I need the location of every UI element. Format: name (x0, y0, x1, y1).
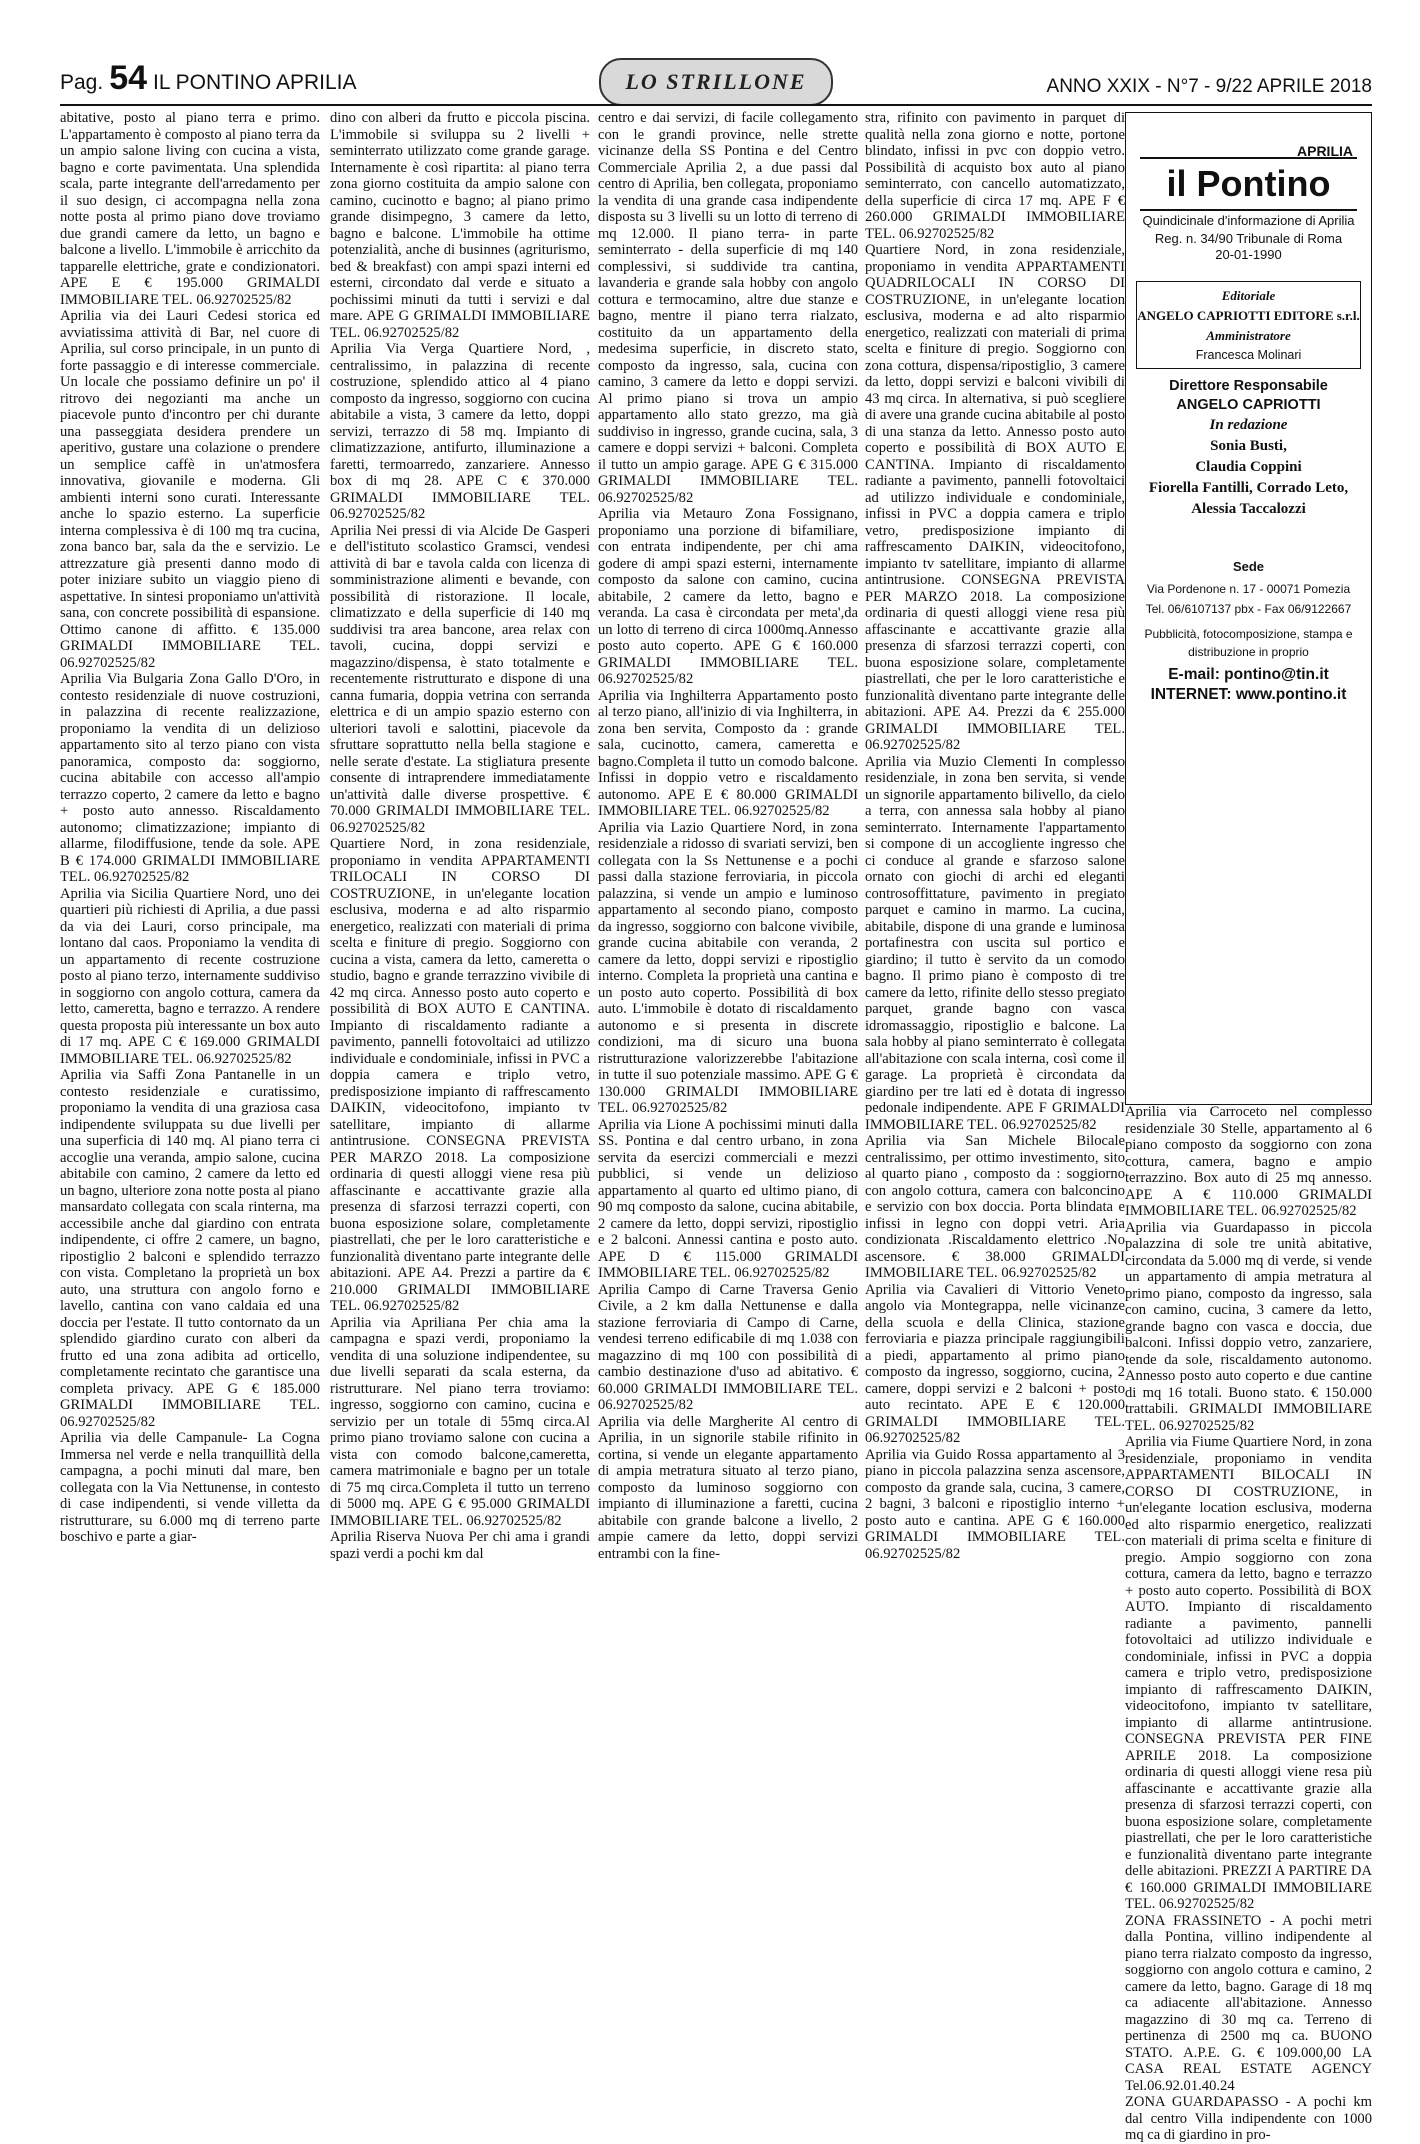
phone-fax: Tel. 06/6107137 pbx - Fax 06/9122667 (1145, 602, 1352, 616)
address: Via Pordenone n. 17 - 00071 Pomezia (1146, 582, 1351, 596)
online-contacts (1130, 665, 1367, 705)
masthead-registration-date: 20-01-1990 (1215, 247, 1282, 262)
page-folio (60, 59, 356, 98)
classified-ad: dino con alberi da frutto e piccola piscina. L'immobile si sviluppa su 2 livelli + seminterrato utilizzato come grande garage. Internamente è così ripartita: al piano terra zona giorno costituita da ampio salone con camino, cucinotto e bagno; al piano primo grande disimpegno, 3 camere da letto, bagno e balcone. L'immobile ha ottime potenzialità, anche di businnes (agriturismo, bed & breakfast) con ampi spazi interni ed esterni, circondato dal verde e situato a pochissimi minuti da tutti i servizi e dal mare. APE G GRIMALDI IMMOBILIARE TEL. 06.92702525/82 (330, 110, 590, 341)
director-label: Direttore Responsabile (1169, 378, 1328, 394)
il-pontino-logo: il Pontino (1140, 157, 1357, 211)
administrator-label: Amministratore (1206, 328, 1291, 343)
classified-ad: Aprilia via delle Margherite Al centro di Aprilia, in un signorile stabile rifinito in cortina, si vende un elegante appartamento di ampia metratura situato al terzo piano, composto da luminoso soggiorno con impianto di illuminazione a faretti, cucina abitabile con grande balcone a livello, 2 ampie camere da letto, doppi servizi entrambi con la fine- (598, 1413, 858, 1562)
classified-ad: Quartiere Nord, in zona residenziale, proponiamo in vendita APPARTAMENTI TRILOCALI IN CORSO DI COSTRUZIONE, in un'elegante location esclusiva, moderna e ad alto risparmio energetico, realizzati con materiali di prima scelta e finiture di pregio. Soggiorno con cucina a vista, camera da letto, cameretta o studio, bagno e grande terrazzino vivibile di 42 mq circa. Annesso posto auto coperto e possibilità di BOX AUTO E CANTINA. Impianto di riscaldamento radiante a pavimento, pannelli fotovoltaici ad utilizzo individuale e condominiale, infissi in PVC a doppia camera e triplo vetro, predisposizione impianto di raffrescamento DAIKIN, videocitofono, impianto tv satellitare, impianto di allarme antintrusione. CONSEGNA PREVISTA PER MARZO 2018. La composizione ordinaria di questi alloggi viene resa più affascinante e accattivante grazie alla presenza di sfarzosi terrazzi coperti, con buona esposizione solare, completamente piastrellati, che per le loro caratteristiche e funzionalità diventano parte integrante delle abitazioni. APE A4. Prezzi a partire da € 210.000 GRIMALDI IMMOBILIARE TEL. 06.92702525/82 (330, 836, 590, 1314)
classified-ad: Aprilia via Apriliana Per chia ama la campagna e spazi verdi, proponiamo la vendita di una soluzione indipendentee, su due livelli separati da scala esterna, da ristrutturare. Nel piano terra troviamo: ingresso, soggiorno con camino, cucina e servizio per un totale di 55mq circa.Al primo piano troviamo salone con cucina a vista con comodo balcone,cameretta, camera matrimoniale e bagno per un totale di 75 mq circa.Completa il tutto un terreno di 5000 mq. APE G € 95.000 GRIMALDI IMMOBILIARE TEL. 06.92702525/82 (330, 1314, 590, 1529)
classified-ad: Aprilia Campo di Carne Traversa Genio Civile, a 2 km dalla Nettunense e dalla stazione ferroviaria di Campo di Carne, vendesi terreno edificabile di mq 1.038 con magazzino di mq 100 con possibilità di cambio destinazione d'uso ad abitativo. € 60.000 GRIMALDI IMMOBILIARE TEL. 06.92702525/82 (598, 1281, 858, 1413)
contact-block (1132, 579, 1365, 619)
classified-ad: Aprilia via Metauro Zona Fossignano, proponiamo una porzione di bifamiliare, con entrata indipendente, per chi ama godere di ampi spazi esterni, internamente composto da salone con camino, cucina abitabile, 2 camere da letto, bagno e veranda. La casa è circondata per meta',da un lotto di terreno di circa 1000mq.Annesso posto auto coperto. APE G € 160.000 GRIMALDI IMMOBILIARE TEL. 06.92702525/82 (598, 506, 858, 687)
services-note: Pubblicità, fotocomposizione, stampa e distribuzione in proprio (1144, 627, 1353, 659)
classified-ad: Aprilia via Carroceto nel complesso residenziale 30 Stelle, appartamento al 6 piano composto da soggiorno con zona cottura, camera, bagno e ampio terrazzino. Box auto di 25 mq annesso. APE A € 110.000 GRIMALDI IMMOBILIARE TEL. 06.92702525/82 (1125, 1104, 1372, 1219)
classified-ad: abitative, posto al piano terra e primo. L'appartamento è composto al piano terra da un ampio salone living con cucina a vista, bagno e corte pavimentata. Una splendida scala, parte integrante dell'arredamento per il suo design, ci accompagna nella zona notte posta al primo piano dove troviamo due grandi camere da letto, un bagno e balcone a livello. L'immobile è arricchito da tapparelle elettriche, grate e condizionatori. APE E € 195.000 GRIMALDI IMMOBILIARE TEL. 06.92702525/82 (60, 110, 320, 308)
article-column-4 (865, 110, 1125, 1970)
page-header (60, 59, 1372, 102)
page-number: 54 (109, 59, 148, 97)
staff-member: Claudia Coppini (1195, 459, 1302, 475)
classified-ad: Aprilia via delle Campanule- La Cogna Immersa nel verde e nella tranquillità della campagna, a pochi minuti dal mare, ben collegata con la Via Nettunense, in contesto di case indipendenti, si vende villetta da ristrutturare, su 6.000 mq di terreno parte boschivo e parte a giar- (60, 1430, 320, 1545)
publication-name: IL PONTINO APRILIA (153, 71, 357, 94)
article-column-1 (60, 110, 320, 1970)
classified-ad: Aprilia via Muzio Clementi In complesso residenziale, in zona ben servita, si vende un signorile appartamento bilivello, da cielo a terra, con annessa sala hobby al piano seminterrato. Internamente l'appartamento si compone di un accogliente ingresso che ci conduce al grande e sfarzoso salone ornato con giochi di archi ed eleganti controsoffittature, pavimento in pregiato parquet e camino in marmo. La cucina, abitabile, dispone di una grande e luminosa portafinestra con uscita sul portico e giardino; il tutto è servito da un comodo bagno. Il primo piano è composto di tre camere da letto, rifinite dello stesso pregiato parquet, grande bagno con vasca idromassaggio, ripostiglio e balcone. La sala hobby al piano seminterrato è collegata all'abitazione con scala interna, così come il garage. La proprietà è circondata da giardino per tre lati ed è dotata di ingresso pedonale indipendente. APE F GRIMALDI IMMOBILIARE TEL. 06.92702525/82 (865, 753, 1125, 1133)
classified-ad: Aprilia via dei Lauri Cedesi storica ed avviatissima attività di Bar, nel cuore di Aprilia, sul corso principale, in un punto di forte passaggio e di interesse commerciale. Un locale che possiamo definire un po' il ritrovo dei negozianti ma anche un piacevole punto d'incontro per chi durante una passeggiata desidera prendere un aperitivo, gustare una colazione o prendere un semplice caffè in un'atmosfera innovativa, giovanile e moderna. Gli ambienti interni sono curati. Interessante anche lo spazio esterno. La superficie interna complessiva è di 100 mq tra cucina, zona banco bar, sala da the e servizio. Le attrezzature già presenti danno modo di poter iniziare subito un viaggio pieno di aspettative. In sintesi proponiamo un'attività sana, con concrete possibilità di espansione. Ottimo canone di affitto. € 135.000 GRIMALDI IMMOBILIARE TEL. 06.92702525/82 (60, 308, 320, 671)
classified-ad: Aprilia Riserva Nuova Per chi ama i grandi spazi verdi a pochi km dal (330, 1529, 590, 1562)
masthead-subtitle: Quindicinale d'informazione di Aprilia (1142, 213, 1355, 228)
sede-label: Sede (1232, 559, 1265, 574)
classified-ad: Aprilia via Inghilterra Appartamento posto al terzo piano, all'inizio di via Inghilterra, in zona ben servita, Composto da : grande sala, cucinotto, camera, cameretta e bagno.Completa il tutto un comodo balcone. Infissi in doppio vetro e riscaldamento autonomo. APE E € 80.000 GRIMALDI IMMOBILIARE TEL. 06.92702525/82 (598, 687, 858, 819)
redazione-label: In redazione (1209, 417, 1288, 433)
staff-member: Alessia Taccalozzi (1191, 501, 1306, 517)
article-column-5 (1125, 1104, 1372, 2143)
masthead-registration: Reg. n. 34/90 Tribunale di Roma (1154, 231, 1343, 246)
classified-ad: Aprilia via Guido Rossa appartamento al 3 piano in piccola palazzina senza ascensore, composto da grande sala, cucina, 3 camere, 2 bagni, 3 balconi e ripostiglio interno + posto auto e cantina. APE G € 160.000 GRIMALDI IMMOBILIARE TEL. 06.92702525/82 (865, 1446, 1125, 1562)
article-column-3 (598, 110, 858, 1970)
staff-member: Sonia Busti, (1210, 438, 1287, 454)
classified-ad: Aprilia Via Verga Quartiere Nord, , centralissimo, in palazzina di recente costruzione, splendido attico al 4 piano composto da ingresso, soggiorno con cucina abitabile a vista, 3 camere da letto, doppi servizi, terrazzo di 58 mq. Impianto di climatizzazione, antifurto, illuminazione a faretti, termoarredo, zanzariere. Annesso box di mq 28. APE C € 370.000 GRIMALDI IMMOBILIARE TEL. 06.92702525/82 (330, 341, 590, 522)
classified-ad: Aprilia Via Bulgaria Zona Gallo D'Oro, in contesto residenziale di nuove costruzioni, in palazzina di recente realizzazione, proponiamo la vendita di un delizioso appartamento sito al terzo piano con vista panoramica, composto da: soggiorno, cucina abitabile con accesso all'ampio terrazzo coperto, 2 camere da letto e bagno + posto auto annesso. Riscaldamento autonomo; climatizzazione; impianto di allarme, filodiffusione, tende da sole. APE B € 174.000 GRIMALDI IMMOBILIARE TEL. 06.92702525/82 (60, 671, 320, 885)
classified-ad: Aprilia via Saffi Zona Pantanelle in un contesto residenziale e curatissimo, proponiamo la vendita di una graziosa casa indipendente sviluppata su due livelli per una superficia di 140 mq. Al piano terra ci accoglie una veranda, ampio salone, cucina abitabile con camino, 2 camere da letto ed un bagno, ulteriore zona notte posta al piano mansardato collegata con scala rinterna, ma accessibile anche dal giardino con entrata indipendente, ci offre 2 camere, un bagno, ripostiglio 2 balconi e splendido terrazzo con vista. Completano la proprietà un box auto, una struttura con angolo forno e lavello, cantina con vano caldaia ed una doccia per l'estate. Il tutto contornato da un splendido giardino curato con alberi da frutto ed una zona adibita ad orticello, completamente recintato che garantisce una completa privacy. APE G € 185.000 GRIMALDI IMMOBILIARE TEL. 06.92702525/82 (60, 1067, 320, 1430)
website: INTERNET: www.pontino.it (1150, 686, 1347, 703)
masthead-box (1125, 112, 1372, 1105)
article-column-2 (330, 110, 590, 1970)
classified-ad: Quartiere Nord, in zona residenziale, proponiamo in vendita APPARTAMENTI QUADRILOCALI IN CORSO DI COSTRUZIONE, in un'elegante location esclusiva, moderna e ad alto risparmio energetico, realizzati con materiali di prima scelta e finiture di pregio. Soggiorno con zona cottura, dispensa/ripostiglio, 3 camere da letto, doppi servizi e balconi vivibili di 43 mq circa. In alternativa, si può scegliere di avere una grande cucina abitabile al posto di una stanza da letto. Annesso posto auto coperto e possibilità di BOX AUTO E CANTINA. Impianto di riscaldamento radiante a pavimento, pannelli fotovoltaici ad utilizzo individuale e condominiale, infissi in PVC a doppia camera e triplo vetro, predisposizione impianto di raffrescamento DAIKIN, videocitofono, impianto tv satellitare, impianto di allarme antintrusione. CONSEGNA PREVISTA PER MARZO 2018. La composizione ordinaria di questi alloggi viene resa più affascinante e accattivante grazie alla presenza di sfarzosi terrazzi coperti, con buona esposizione solare, completamente piastrellati, che per le loro caratteristiche e funzionalità diventano parte integrante delle abitazioni. APE A4. Prezzi da € 255.000 GRIMALDI IMMOBILIARE TEL. 06.92702525/82 (865, 242, 1125, 753)
page-prefix: Pag. (60, 71, 104, 94)
publisher-box (1136, 281, 1361, 369)
editoriale-label: Editoriale (1221, 288, 1276, 303)
administrator-name: Francesca Molinari (1195, 348, 1302, 362)
publisher-name: ANGELO CAPRIOTTI EDITORE s.r.l. (1137, 308, 1360, 323)
classified-ad: Aprilia via San Michele Bilocale centralissimo, per ottimo investimento, sito al quarto piano , composto da : soggiorno con angolo cottura, camera con balconcino e servizio con box doccia. Porta blindata e infissi in legno con doppi vetri. Aria condizionata .Riscaldamento elettrico .No ascensore. € 38.000 GRIMALDI IMMOBILIARE TEL. 06.92702525/82 (865, 1133, 1125, 1281)
header-rule (60, 104, 1372, 106)
lo-strillone-logo: LO STRILLONE (599, 58, 833, 106)
issue-info: ANNO XXIX - N°7 - 9/22 APRILE 2018 (1046, 76, 1372, 97)
editorial-staff (1132, 415, 1365, 520)
director-block (1132, 377, 1365, 415)
classified-ad: Aprilia via Fiume Quartiere Nord, in zona residenziale, proponiamo in vendita APPARTAMENTI BILOCALI IN CORSO DI COSTRUZIONE, in un'elegante location esclusiva, moderna ed alto risparmio energetico, realizzati con materiali di prima scelta e finiture di pregio. Ampio soggiorno con zona cottura, camera da letto, bagno e terrazzo + posto auto coperto. Possibilità di BOX AUTO. Impianto di riscaldamento radiante a pavimento, pannelli fotovoltaici ad utilizzo individuale e condominiale, infissi in PVC a doppia camera e triplo vetro, predisposizione impianto di raffrescamento DAIKIN, videocitofono, impianto tv satellitare, impianto di allarme antintrusione. CONSEGNA PREVISTA PER FINE APRILE 2018. La composizione ordinaria di questi alloggi viene resa più affascinante e accattivante grazie alla presenza di sfarzosi terrazzi coperti, con buona esposizione solare, completamente piastrellati, che per le loro caratteristiche e funzionalità diventano parte integrante delle abitazioni. PREZZI A PARTIRE DA € 160.000 GRIMALDI IMMOBILIARE TEL. 06.92702525/82 (1125, 1434, 1372, 1912)
staff-member: Fiorella Fantilli, Corrado Leto, (1148, 480, 1349, 496)
classified-ad: Aprilia via Lione A pochissimi minuti dalla SS. Pontina e dal centro urbano, in zona servita da esercizi commerciali e mezzi pubblici, si vende un delizioso appartamento al quarto ed ultimo piano, di 90 mq composto da salone, cucina abitabile, 2 camere da letto, doppi servizi, ripostiglio e 2 balconi. Annessi cantina e posto auto. APE D € 115.000 GRIMALDI IMMOBILIARE TEL. 06.92702525/82 (598, 1116, 858, 1281)
email-address: E-mail: pontino@tin.it (1168, 666, 1329, 683)
classified-ad: Aprilia via Guardapasso in piccola palazzina di sole tre unità abitative, circondata da 5.000 mq di verde, si vende un appartamento di ampia metratura al primo piano, composto da ingresso, sala con camino, cucina, 3 camere da letto, grande bagno con vasca e doccia, due balconi. Infissi doppio vetro, zanzariere, tende da sole, riscaldamento autonomo. Annesso posto auto coperto e due cantine di mq 16 totali. Buono stato. € 150.000 trattabili. GRIMALDI IMMOBILIARE TEL. 06.92702525/82 (1125, 1219, 1372, 1434)
classified-ad: Aprilia via Lazio Quartiere Nord, in zona residenziale a ridosso di svariati servizi, ben collegata con la Ss Nettunense e a pochi passi dalla stazione ferroviaria, in piccola palazzina, si vende un ampio e luminoso appartamento al secondo piano, composto da ingresso, soggiorno con balcone vivibile, grande cucina abitabile con veranda, 2 camere da letto, doppi servizi e ripostiglio interno. Completa la proprietà una cantina e un posto auto coperto. Possibilità di box auto. L'immobile è dotato di riscaldamento autonomo e si presenta in discrete condizioni, ma di sicuro una buona ristrutturazione valorizzerebbe l'abitazione in tutte il suo potenziale massimo. APE G € 130.000 GRIMALDI IMMOBILIARE TEL. 06.92702525/82 (598, 819, 858, 1116)
classified-ad: ZONA GUARDAPASSO - A pochi km dal centro Villa indipendente con 1000 mq ca di giardino in pro- (1125, 2094, 1372, 2143)
director-name: ANGELO CAPRIOTTI (1176, 397, 1321, 413)
classified-ad: Aprilia via Cavalieri di Vittorio Veneto angolo via Montegrappa, nelle vicinanze della scuola e della Clinica, stazione ferroviaria e piazza principale raggiungibili a piedi, appartamento al primo piano composto da ingresso, soggiorno, cucina, 2 camere, doppi servizi e 2 balconi + posto auto recintato. APE E € 120.000 GRIMALDI IMMOBILIARE TEL. 06.92702525/82 (865, 1281, 1125, 1446)
classified-ad: ZONA FRASSINETO - A pochi metri dalla Pontina, villino indipendente al piano terra rialzato composto da ingresso, soggiorno con angolo cottura e camino, 2 camere da letto, bagno. Garage di 18 mq ca adiacente all'abitazione. Annesso magazzino di 30 mq ca. Terreno di pertinenza di 2500 mq ca. BUONO STATO. A.P.E. G. € 109.000,00 LA CASA REAL ESTATE AGENCY Tel.06.92.01.40.24 (1125, 1912, 1372, 2094)
masthead-city: APRILIA (1297, 143, 1353, 159)
classified-ad: Aprilia via Sicilia Quartiere Nord, uno dei quartieri più richiesti di Aprilia, a due passi da via dei Lauri, corso principale, ma lontano dal caos. Proponiamo la vendita di un appartamento di recente costruzione posto al piano terzo, internamente suddiviso in soggiorno con angolo cottura, camera da letto, cameretta, bagno e terrazzo. A rendere questa proposta più interessante un box auto di 17 mq. APE C € 169.000 GRIMALDI IMMOBILIARE TEL. 06.92702525/82 (60, 885, 320, 1067)
classified-ad: Aprilia Nei pressi di via Alcide De Gasperi e dell'istituto scolastico Gramsci, vendesi attività di bar e tavola calda con licenza di somministrazione alimenti e bevande, con possibilità di ristorazione. Il locale, climatizzato e della superficie di 140 mq suddivisi tra area bancone, area relax con tavoli, cucina, doppi servizi e magazzino/dispensa, è stato totalmente e recentemente ristrutturato e dispone di una canna fumaria, doppia vetrina con serranda elettrica e di un ampio spazio esterno con ulteriori tavoli e salottini, piacevole da sfruttare soprattutto nella bella stagione e nelle serate d'estate. La stigliatura presente consente di intraprendere immediatamente un'attività dalle diverse prospettive. € 70.000 GRIMALDI IMMOBILIARE TEL. 06.92702525/82 (330, 522, 590, 836)
classified-ad: stra, rifinito con pavimento in parquet di qualità nella zona giorno e notte, portone blindato, infissi in pvc con doppio vetro. Possibilità di acquisto box auto al piano seminterrato, con cancello automatizzato, della superficie di circa 17 mq. APE F € 260.000 GRIMALDI IMMOBILIARE TEL. 06.92702525/82 (865, 110, 1125, 242)
classified-ad: centro e dai servizi, di facile collegamento con le grandi province, nelle strette vicinanze della SS Pontina e del Centro Commerciale Aprilia 2, a due passi dal centro di Aprilia, ben collegata, proponiamo la vendita di una grande casa indipendente disposta su 3 livelli su un lotto di terreno di mq 12.000. Il piano terra- in parte seminterrato - della superficie di mq 140 complessivi, si suddivide tra cantina, lavanderia e grande sala hobby con angolo cottura e termocamino, altre due stanze e bagno, mentre il piano terra rialzato, costituito da un appartamento della medesima superficie, in discreto stato, composto da ingresso, sala, cucina con camino, 3 camere da letto e doppi servizi. Al primo piano si trova un ampio appartamento allo stato grezzo, ma già suddiviso in ingresso, grande cucina, sala, 3 camere e doppi servizi + balconi. Completa il tutto un ampio garage. APE G € 315.000 GRIMALDI IMMOBILIARE TEL. 06.92702525/82 (598, 110, 858, 506)
